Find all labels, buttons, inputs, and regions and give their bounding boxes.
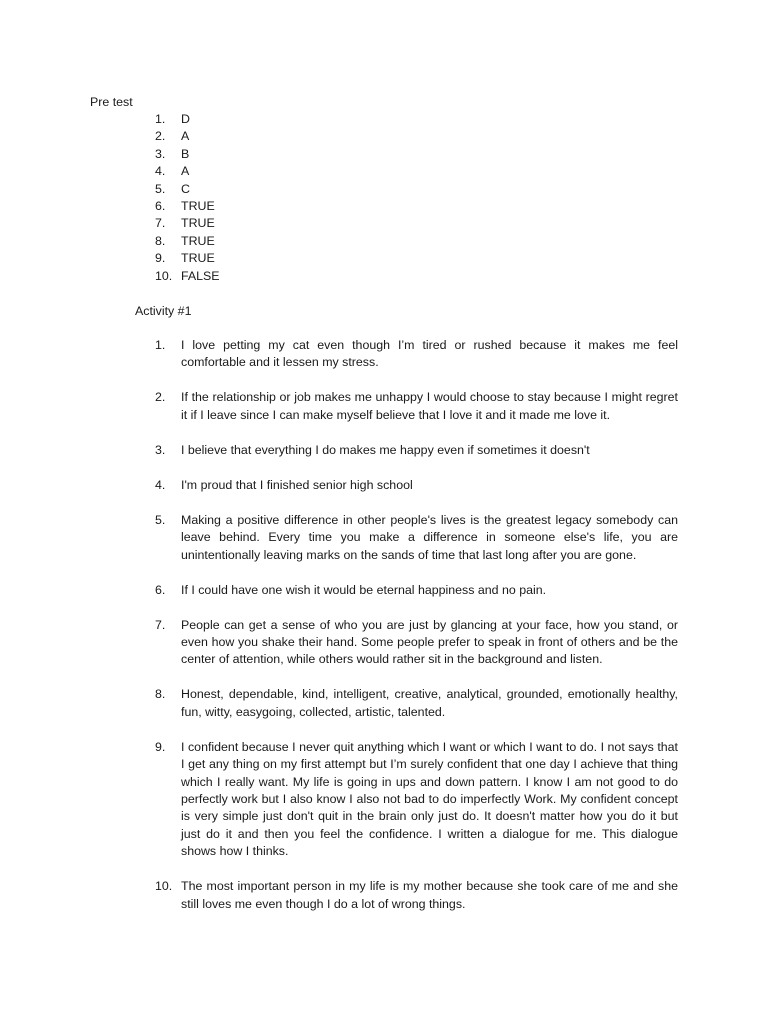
pretest-heading: Pre test — [90, 95, 133, 109]
activity-response: If the relationship or job makes me unhappy I would choose to stay because I might regret it if I leave since I can make myself believe that I love it and it made me love it. — [181, 390, 678, 422]
activity-response: I confident because I never quit anything which I want or which I want to do. I not says that I get any thing on my first attempt but I’m surely confident that one day I achieve that thing which I really want. My life is going in ups and down pattern. I know I am not good to do perfectly work but I also know I also not bad to do imperfectly Work. My confident concept is very simple just don't quit in the brain only just do. It doesn't matter how you do it but just do it and then you feel the confidence. I written a dialogue for me. This dialogue shows how I thinks. — [181, 739, 678, 859]
pretest-item — [155, 250, 220, 267]
pretest-answer: TRUE — [181, 216, 215, 231]
pretest-item — [155, 111, 220, 128]
activity-item — [155, 337, 678, 372]
item-number: 9. — [155, 251, 166, 266]
pretest-answer-list — [155, 111, 220, 285]
activity-response-list — [155, 337, 678, 931]
item-number: 8. — [155, 233, 166, 248]
pretest-answer: A — [181, 129, 190, 144]
item-number: 3. — [155, 442, 166, 457]
item-number: 8. — [155, 687, 166, 702]
item-number: 6. — [155, 582, 166, 597]
activity-item — [155, 617, 678, 669]
item-number: 5. — [155, 512, 166, 527]
item-number: 2. — [155, 390, 166, 405]
pretest-item — [155, 268, 220, 285]
item-number: 6. — [155, 198, 166, 213]
pretest-answer: TRUE — [181, 233, 215, 248]
activity-response: I love petting my cat even though I’m tired or rushed because it makes me feel comfortable and it lessen my stress. — [181, 338, 678, 370]
pretest-answer: TRUE — [181, 198, 215, 213]
pretest-item — [155, 181, 220, 198]
item-number: 7. — [155, 216, 166, 231]
pretest-answer: B — [181, 146, 190, 161]
pretest-item — [155, 146, 220, 163]
item-number: 2. — [155, 129, 166, 144]
pretest-answer: FALSE — [181, 268, 220, 283]
activity-item — [155, 389, 678, 424]
item-number: 1. — [155, 338, 166, 352]
item-number: 1. — [155, 112, 166, 126]
activity-item — [155, 878, 678, 913]
item-number: 10. — [155, 879, 173, 894]
item-number: 3. — [155, 146, 166, 161]
activity-item — [155, 739, 678, 861]
pretest-item — [155, 215, 220, 232]
item-number: 4. — [155, 477, 166, 492]
activity-response: Honest, dependable, kind, intelligent, creative, analytical, grounded, emotionally healthy, fun, witty, easygoing, collected, artistic, talented. — [181, 687, 678, 719]
activity-item — [155, 512, 678, 564]
activity-response: I believe that everything I do makes me happy even if sometimes it doesn't — [181, 442, 590, 457]
pretest-item — [155, 163, 220, 180]
activity-response: The most important person in my life is my mother because she took care of me and she still loves me even though I do a lot of wrong things. — [181, 879, 678, 911]
activity-item — [155, 442, 678, 459]
pretest-item — [155, 198, 220, 215]
activity-heading: Activity #1 — [135, 304, 192, 318]
pretest-answer: A — [181, 164, 190, 179]
pretest-answer: C — [181, 181, 190, 196]
activity-item — [155, 477, 678, 494]
activity-response: Making a positive difference in other people's lives is the greatest legacy somebody can leave behind. Every time you make a difference in someone else's life, you are unintentionally leaving marks on the sands of time that last long after you are gone. — [181, 512, 678, 562]
item-number: 7. — [155, 617, 166, 632]
pretest-answer: D — [181, 112, 190, 126]
activity-response: If I could have one wish it would be eternal happiness and no pain. — [181, 582, 547, 597]
activity-response: I'm proud that I finished senior high school — [181, 477, 413, 492]
pretest-item — [155, 128, 220, 145]
activity-item — [155, 686, 678, 721]
item-number: 9. — [155, 739, 166, 754]
activity-item — [155, 582, 678, 599]
item-number: 4. — [155, 164, 166, 179]
pretest-answer: TRUE — [181, 251, 215, 266]
pretest-item — [155, 233, 220, 250]
item-number: 10. — [155, 268, 173, 283]
activity-response: People can get a sense of who you are just by glancing at your face, how you stand, or even how you shake their hand. Some people prefer to speak in front of others and be the center of attention, while others would rather sit in the background and listen. — [181, 617, 678, 667]
item-number: 5. — [155, 181, 166, 196]
